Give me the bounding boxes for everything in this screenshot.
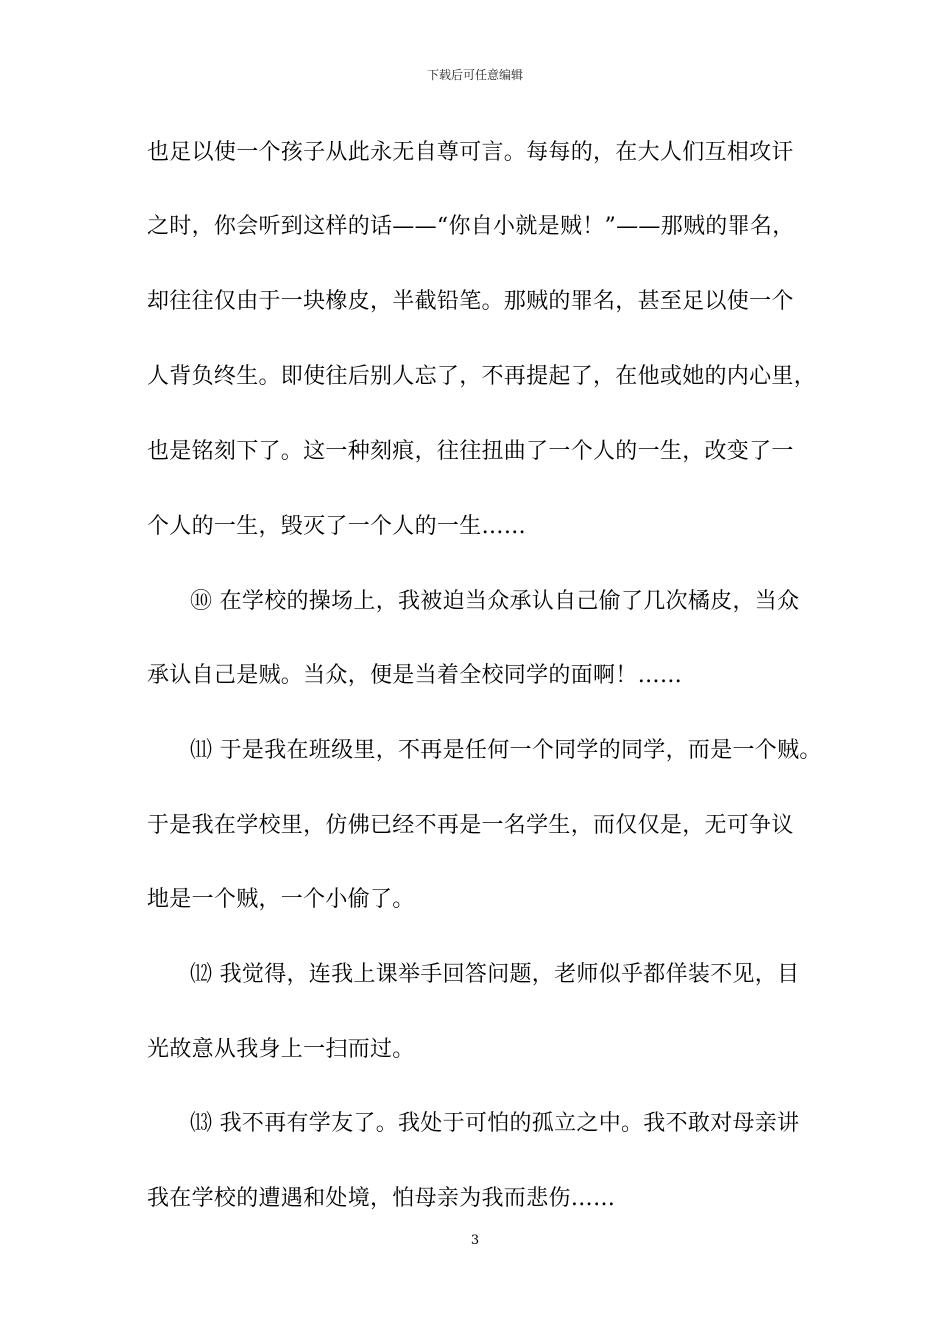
paragraph-11-start: ⑾ 于是我在班级里，不再是任何一个同学的同学，而是一个贼。: [190, 738, 822, 763]
text-line: 承认自己是贼。当众，便是当着全校同学的面啊！……: [147, 663, 683, 688]
text-line: 人背负终生。即使往后别人忘了，不再提起了，在他或她的内心里，: [147, 364, 817, 389]
text-line: 我在学校的遭遇和处境，怕母亲为我而悲伤……: [147, 1186, 616, 1211]
text-line: 光故意从我身上一扫而过。: [147, 1037, 415, 1062]
text-line: 之时，你会听到这样的话——“你自小就是贼！”——那贼的罪名，: [147, 214, 795, 239]
page-header: 下载后可任意编辑: [426, 68, 523, 82]
paragraph-13-start: ⒀ 我不再有学友了。我处于可怕的孤立之中。我不敢对母亲讲: [190, 1111, 800, 1136]
paragraph-12-start: ⑿ 我觉得，连我上课举手回答问题，老师似乎都佯装不见，目: [190, 962, 800, 987]
text-line: 也是铭刻下了。这一种刻痕，往往扭曲了一个人的一生，改变了一: [147, 439, 794, 464]
text-line: 却往往仅由于一块橡皮，半截铅笔。那贼的罪名，甚至足以使一个: [147, 289, 794, 314]
paragraph-10-start: ⑩ 在学校的操场上，我被迫当众承认自己偷了几次橘皮，当众: [190, 589, 800, 614]
text-line: 地是一个贼，一个小偷了。: [147, 887, 415, 912]
page-number: 3: [470, 1233, 480, 1248]
text-line: 也足以使一个孩子从此永无自尊可言。每每的，在大人们互相攻讦: [147, 140, 794, 165]
text-line: 个人的一生，毁灭了一个人的一生……: [147, 514, 527, 539]
text-line: 于是我在学校里，仿佛已经不再是一名学生，而仅仅是，无可争议: [147, 813, 794, 838]
